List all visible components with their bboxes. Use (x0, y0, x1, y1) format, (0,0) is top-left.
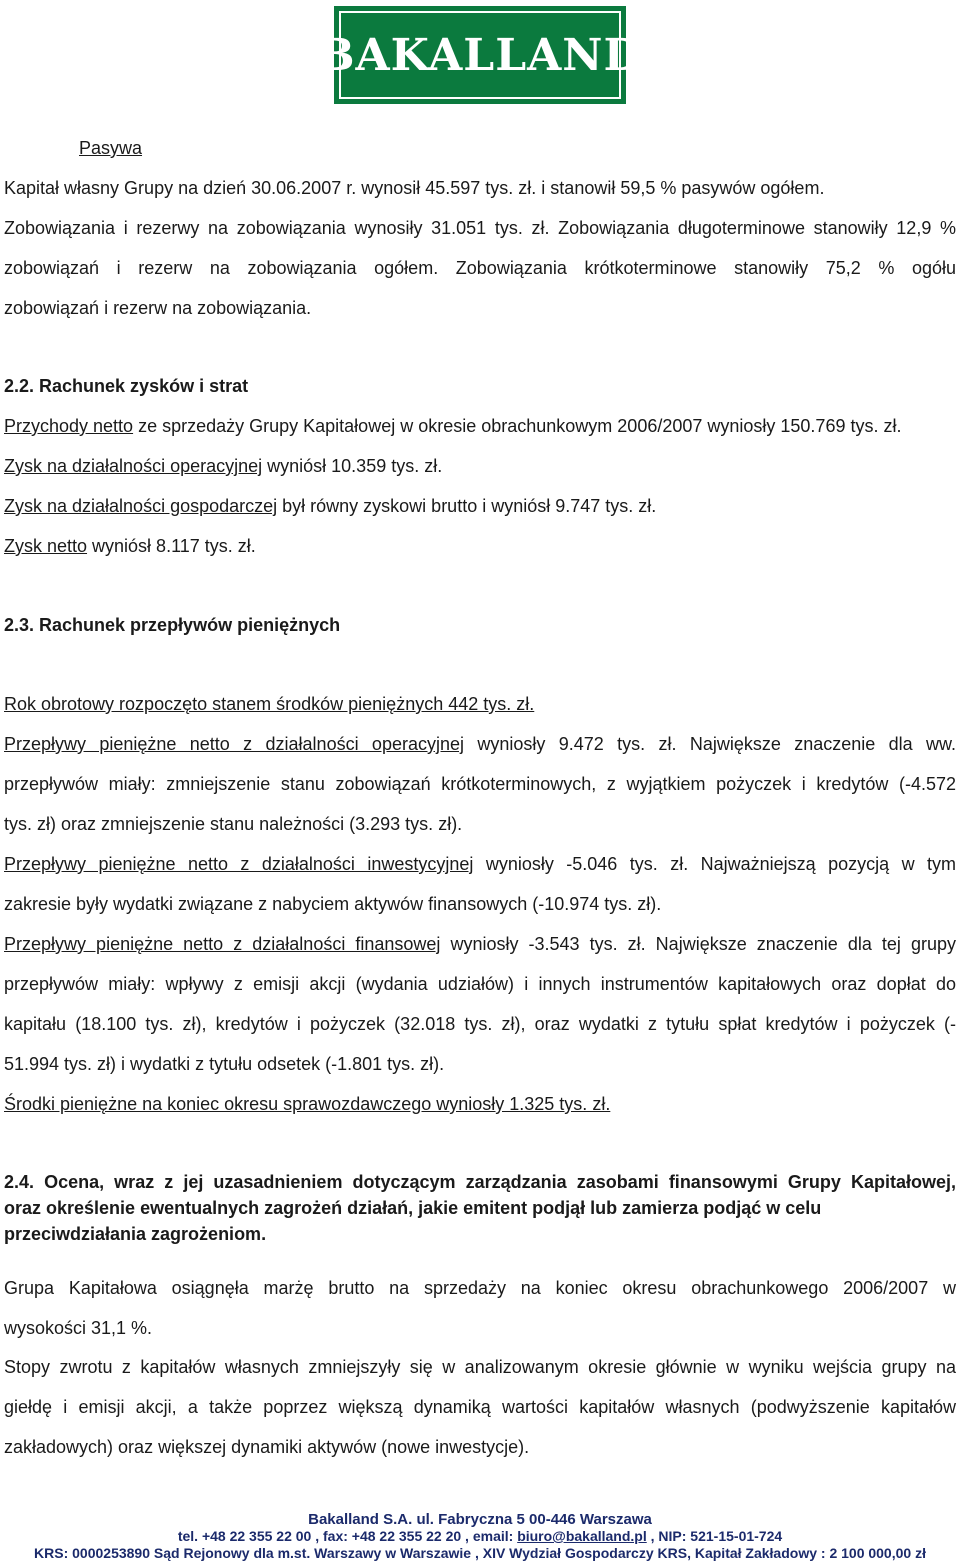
assessment-line-4: giełdę i emisji akcji, a także poprzez większą dynamiką wartości kapitałów własnych (podwyższenie kapitałów (4, 1397, 956, 1417)
income-line-4: Zysk netto wyniósł 8.117 tys. zł. (4, 536, 256, 556)
cashflow-line-6: zakresie były wydatki związane z nabyciem aktywów finansowych (-10.974 tys. zł). (4, 894, 662, 914)
cashflow-line-10: 51.994 tys. zł) i wydatki z tytułu odsetek (-1.801 tys. zł). (4, 1054, 445, 1074)
assessment-line-1: Grupa Kapitałowa osiągnęła marżę brutto na sprzedaży na koniec okresu obrachunkowego 2006/2007 w (4, 1278, 956, 1298)
cashflow-line-3: przepływów miały: zmniejszenie stanu zobowiązań krótkoterminowych, z wyjątkiem pożyczek i kredytów (-4.572 (4, 774, 956, 794)
pasywa-title: Pasywa (79, 138, 143, 158)
logo-text: BAKALLAND (317, 29, 643, 81)
section-heading-2-3: 2.3. Rachunek przepływów pieniężnych (4, 615, 341, 635)
cashflow-line-7: Przepływy pieniężne netto z działalności finansowej wyniosły -3.543 tys. zł. Największe znaczenie dla tej grupy (4, 934, 956, 954)
pasywa-line-4: zobowiązań i rezerw na zobowiązania. (4, 298, 312, 318)
income-line-2: Zysk na działalności operacyjnej wyniósł 10.359 tys. zł. (4, 456, 443, 476)
cashflow-line-11: Środki pieniężne na koniec okresu sprawozdawczego wyniosły 1.325 tys. zł. (4, 1094, 611, 1114)
footer-email-link[interactable]: biuro@bakalland.pl (517, 1528, 647, 1544)
cashflow-line-2: Przepływy pieniężne netto z działalności operacyjnej wyniosły 9.472 tys. zł. Największe znaczenie dla ww. (4, 734, 956, 754)
pasywa-line-2: Zobowiązania i rezerwy na zobowiązania wynosiły 31.051 tys. zł. Zobowiązania długoterminowe stanowiły 12,9 % (4, 218, 956, 238)
cashflow-line-9: kapitału (18.100 tys. zł), kredytów i pożyczek (32.018 tys. zł), oraz wydatki z tytułu spłat kredytów i pożyczek (- (4, 1014, 956, 1034)
pasywa-line-3: zobowiązań i rezerw na zobowiązania ogółem. Zobowiązania krótkoterminowe stanowiły 75,2 % ogółu (4, 258, 956, 278)
pasywa-line-1: Kapitał własny Grupy na dzień 30.06.2007 r. wynosił 45.597 tys. zł. i stanowił 59,5 % pasywów ogółem. (4, 178, 825, 198)
cashflow-line-8: przepływów miały: wpływy z emisji akcji (wydania udziałów) i innych instrumentów kapitałowych oraz dopłat do (4, 974, 956, 994)
section-heading-2-4-line-3: przeciwdziałania zagrożeniom. (4, 1224, 267, 1244)
cashflow-line-1: Rok obrotowy rozpoczęto stanem środków pieniężnych 442 tys. zł. (4, 694, 535, 714)
assessment-line-3: Stopy zwrotu z kapitałów własnych zmniejszyły się w analizowanym okresie głównie w wyniku wejścia grupy na (4, 1357, 956, 1377)
logo-frame (317, 11, 643, 99)
footer-registration: KRS: 0000253890 Sąd Rejonowy dla m.st. Warszawy w Warszawie , XIV Wydział Gospodarczy KRS, Kapitał Zakładowy : 2 100 000,00 zł (34, 1545, 926, 1561)
cashflow-line-4: tys. zł) oraz zmniejszenie stanu należności (3.293 tys. zł). (4, 814, 463, 834)
footer-contact: tel. +48 22 355 22 00 , fax: +48 22 355 22 20 , email: biuro@bakalland.pl , NIP: 521-15-01-724 (177, 1528, 783, 1544)
bakalland-logo (317, 6, 643, 104)
footer-address: Bakalland S.A. ul. Fabryczna 5 00-446 Warszawa (308, 1511, 652, 1528)
section-heading-2-4-line-2: oraz określenie ewentualnych zagrożeń działań, jakie emitent podjął lub zamierza podjąć w celu (4, 1198, 822, 1218)
cashflow-line-5: Przepływy pieniężne netto z działalności inwestycyjnej wyniosły -5.046 tys. zł. Najważniejszą pozycją w tym (4, 854, 957, 874)
section-heading-2-4-line-1: 2.4. Ocena, wraz z jej uzasadnieniem dotyczącym zarządzania zasobami finansowymi Grupy Kapitałowej, (4, 1172, 956, 1192)
assessment-line-2: wysokości 31,1 %. (4, 1318, 153, 1338)
income-line-3: Zysk na działalności gospodarczej był równy zyskowi brutto i wyniósł 9.747 tys. zł. (4, 496, 657, 516)
income-line-1: Przychody netto ze sprzedaży Grupy Kapitałowej w okresie obrachunkowym 2006/2007 wyniosły 150.769 tys. zł. (4, 416, 902, 436)
section-heading-2-2: 2.2. Rachunek zysków i strat (4, 376, 249, 396)
assessment-line-5: zakładowych) oraz większej dynamiki aktywów (nowe inwestycje). (4, 1437, 530, 1457)
